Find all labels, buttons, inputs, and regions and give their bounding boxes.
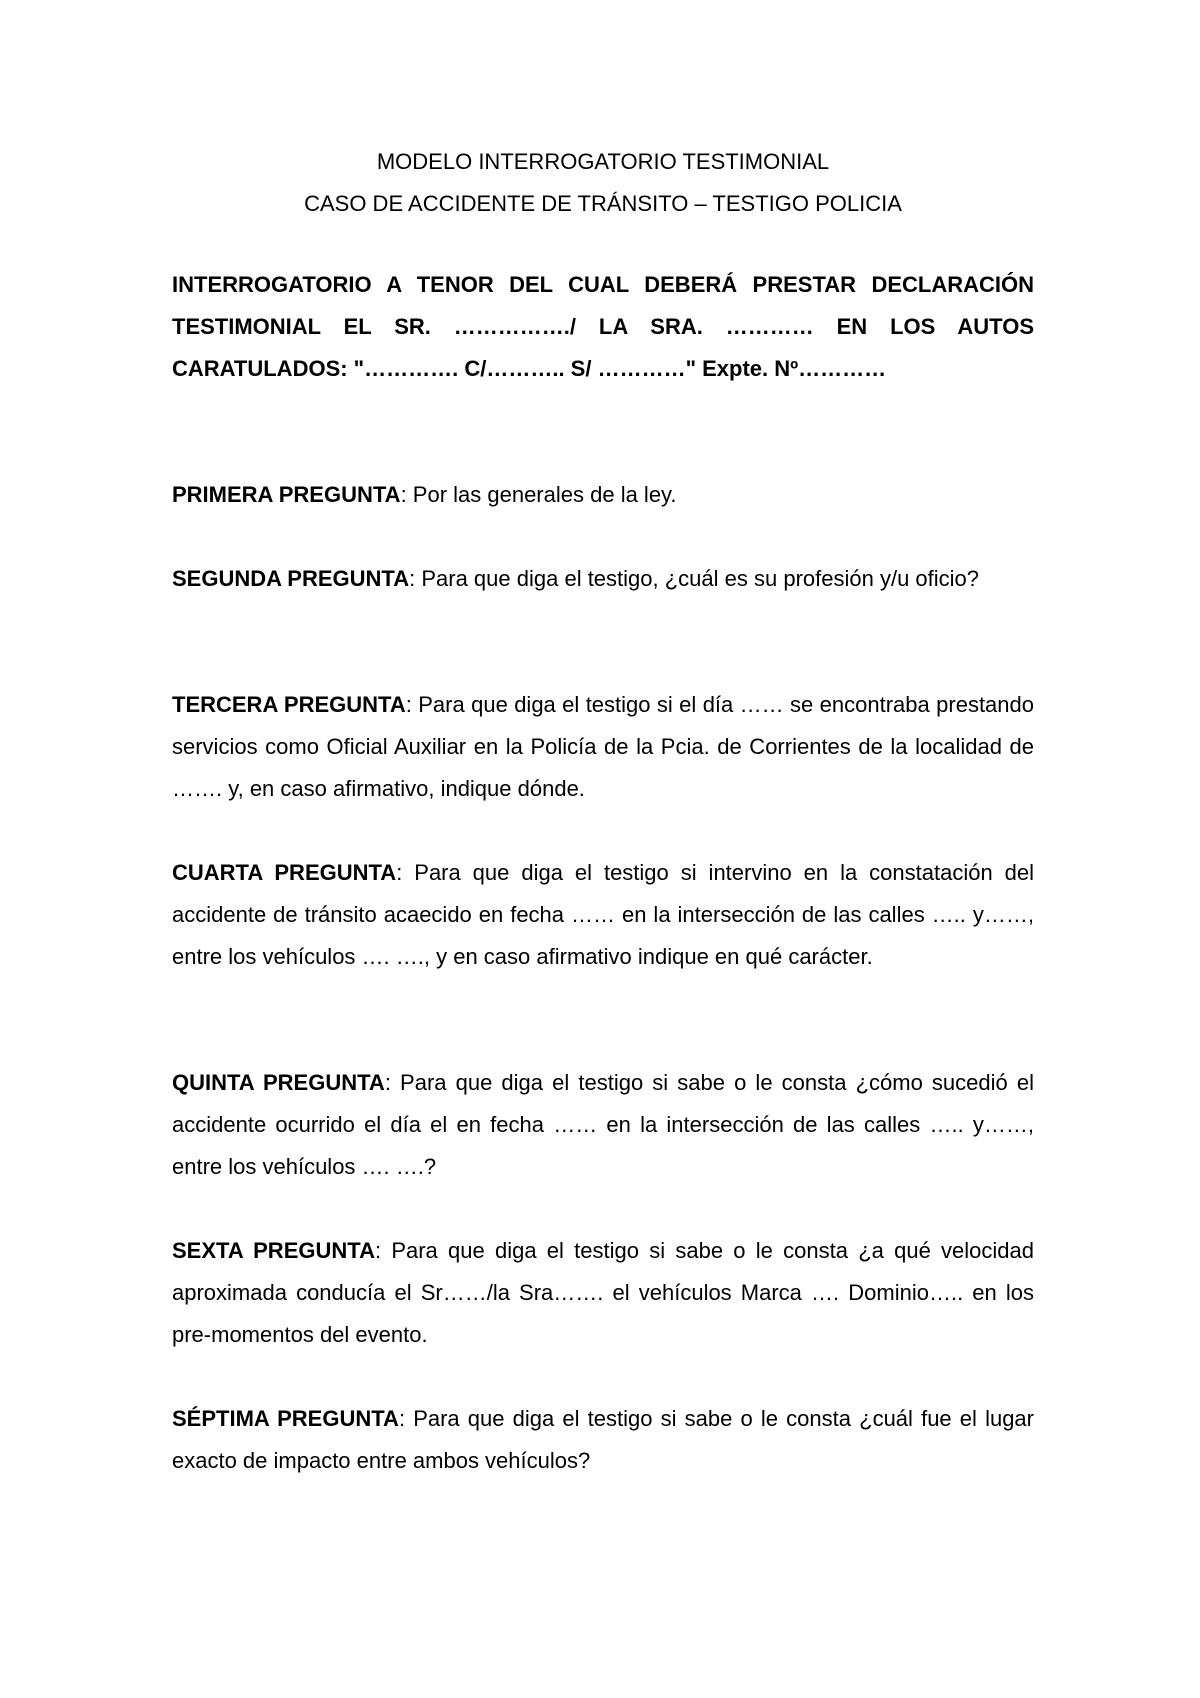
question-4-label: CUARTA PREGUNTA: [172, 860, 397, 885]
question-6-text: : Para que diga el testigo si sabe o le consta ¿a qué velocidad aproximada conducía el Sr……/la Sra……. el vehículos Marca …. Dominio….. en los pre-momentos del evento.: [172, 1238, 1035, 1347]
question-2-label: SEGUNDA PREGUNTA: [172, 566, 410, 591]
question-3-text: : Para que diga el testigo si el día …… se encontraba prestando servicios como Oficial Auxiliar en la Policía de la Pcia. de Corrientes de la localidad de ……. y, en caso afirmativo, indique dónde.: [172, 692, 1035, 801]
question-1: [172, 474, 1034, 516]
intro-paragraph: INTERROGATORIO A TENOR DEL CUAL DEBERÁ PRESTAR DECLARACIÓN TESTIMONIAL EL SR. ……………./ LA SRA. ………… EN LOS AUTOS CARATULADOS: "…………. C/……….. S/ …………" Expte. Nº…………: [172, 272, 1034, 381]
question-6-label: SEXTA PREGUNTA: [172, 1238, 375, 1263]
question-5-label: QUINTA PREGUNTA: [172, 1070, 385, 1095]
document-subtitle: CASO DE ACCIDENTE DE TRÁNSITO – TESTIGO POLICIA: [304, 191, 902, 216]
question-7-text: : Para que diga el testigo si sabe o le consta ¿cuál fue el lugar exacto de impacto entre ambos vehículos?: [172, 1406, 1034, 1473]
question-6: [172, 1230, 1034, 1356]
question-3-label: TERCERA PREGUNTA: [172, 692, 406, 717]
question-4: [172, 852, 1034, 978]
question-5-text: : Para que diga el testigo si sabe o le consta ¿cómo sucedió el accidente ocurrido el día el en fecha …… en la intersección de las calles ….. y……, entre los vehículos …. ….?: [172, 1070, 1034, 1179]
question-7: [172, 1398, 1034, 1482]
question-1-label: PRIMERA PREGUNTA: [172, 482, 401, 507]
document-title: MODELO INTERROGATORIO TESTIMONIAL: [376, 149, 830, 174]
document-header: [172, 141, 1034, 225]
question-5: [172, 1062, 1034, 1188]
question-7-label: SÉPTIMA PREGUNTA: [172, 1406, 399, 1431]
question-1-text: : Por las generales de la ley.: [400, 482, 677, 507]
question-4-text: : Para que diga el testigo si intervino en la constatación del accidente de tránsito acaecido en fecha …… en la intersección de las calles ….. y……, entre los vehículos …. …., y en caso afirmativo indique en qué carácter.: [172, 860, 1034, 969]
question-3: [172, 684, 1034, 810]
question-2: [172, 558, 1034, 600]
question-2-text: : Para que diga el testigo, ¿cuál es su profesión y/u oficio?: [409, 566, 980, 591]
